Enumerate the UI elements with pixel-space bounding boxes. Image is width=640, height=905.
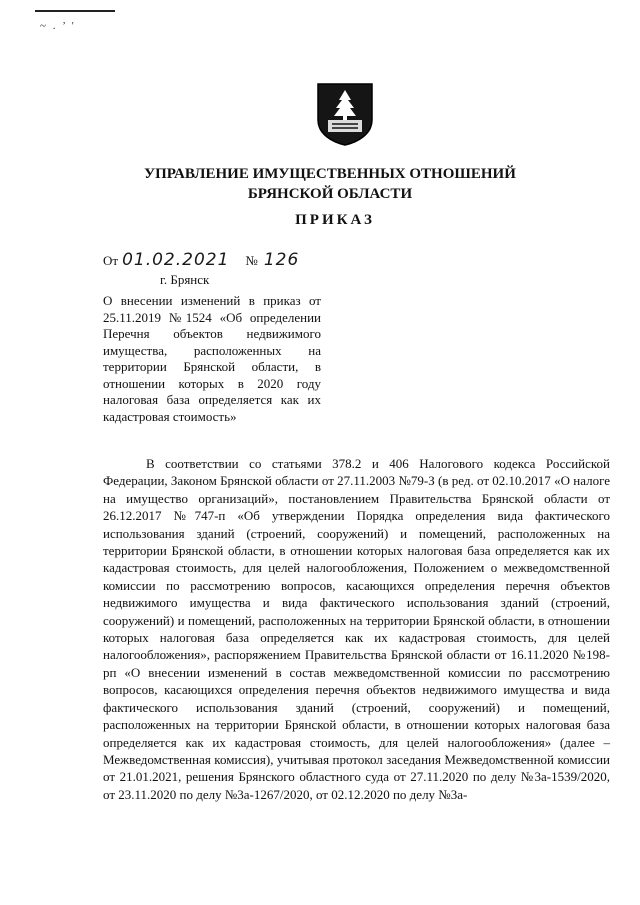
scan-edge-line [35,10,115,12]
scan-mark: ~ . ’ ' [40,20,76,32]
organization-title-line1: УПРАВЛЕНИЕ ИМУЩЕСТВЕННЫХ ОТНОШЕНИЙ [144,166,516,182]
organization-title-line2: БРЯНСКОЙ ОБЛАСТИ [247,186,413,202]
date-number-line [103,250,299,270]
handwritten-date: 01.02.2021 [122,250,230,270]
organization-title [60,164,600,204]
order-body-text: В соответствии со статьями 378.2 и 406 Налогового кодекса Российской Федерации, Законом Брянской области от 27.11.2003 №79-З (в ред. от 02.10.2017 «О налоге на имущество организаций», постановлением Правительства Брянской области от 26.12.2017 №747-п «Об утверждении Порядка определения вида фактического использования зданий (строений, сооружений) и помещений, расположенных на территории Брянской области, в отношении которых налоговая база определяется как их кадастровая стоимость, для целей налогообложения, Положением о межведомственной комиссии по рассмотрению вопросов, касающихся определения перечня объектов недвижимого имущества и вида фактического использования зданий (строений, сооружений) и помещений, расположенных на территории Брянской области, в отношении которых налоговая база определяется как их кадастровая стоимость, для целей налогообложения», распоряжением Правительства Брянской области от 16.11.2020 №198-рп «О внесении изменений в состав межведомственной комиссии по рассмотрению вопросов, касающихся определения перечня объектов недвижимого имущества и вида фактического использования зданий (строений, сооружений) и помещений, расположенных на территории Брянской области, в отношении которых налоговая база определяется как их кадастровая стоимость, для целей налогообложения» (далее – Межведомственная комиссия), учитывая протокол заседания Межведомственной комиссии от 21.01.2021, решения Брянского областного суда от 27.11.2020 по делу №3а-1539/2020, от 23.11.2020 по делу №3а-1267/2020, от 02.12.2020 по делу №3а- [103,456,610,802]
date-prefix: От [103,253,119,268]
handwritten-number: 126 [263,250,300,270]
order-subject: О внесении изменений в приказ от 25.11.2019 №1524 «Об определении Перечня объектов недвижимого имущества, расположенных на территории Брянской области, в отношении которых в 2020 году налоговая база определяется как их кадастровая стоимость» [103,293,321,424]
city: г. Брянск [160,272,210,287]
document-type: ПРИКАЗ [295,212,375,228]
number-label: № [245,253,258,268]
bryansk-coat-of-arms-icon [316,82,374,146]
